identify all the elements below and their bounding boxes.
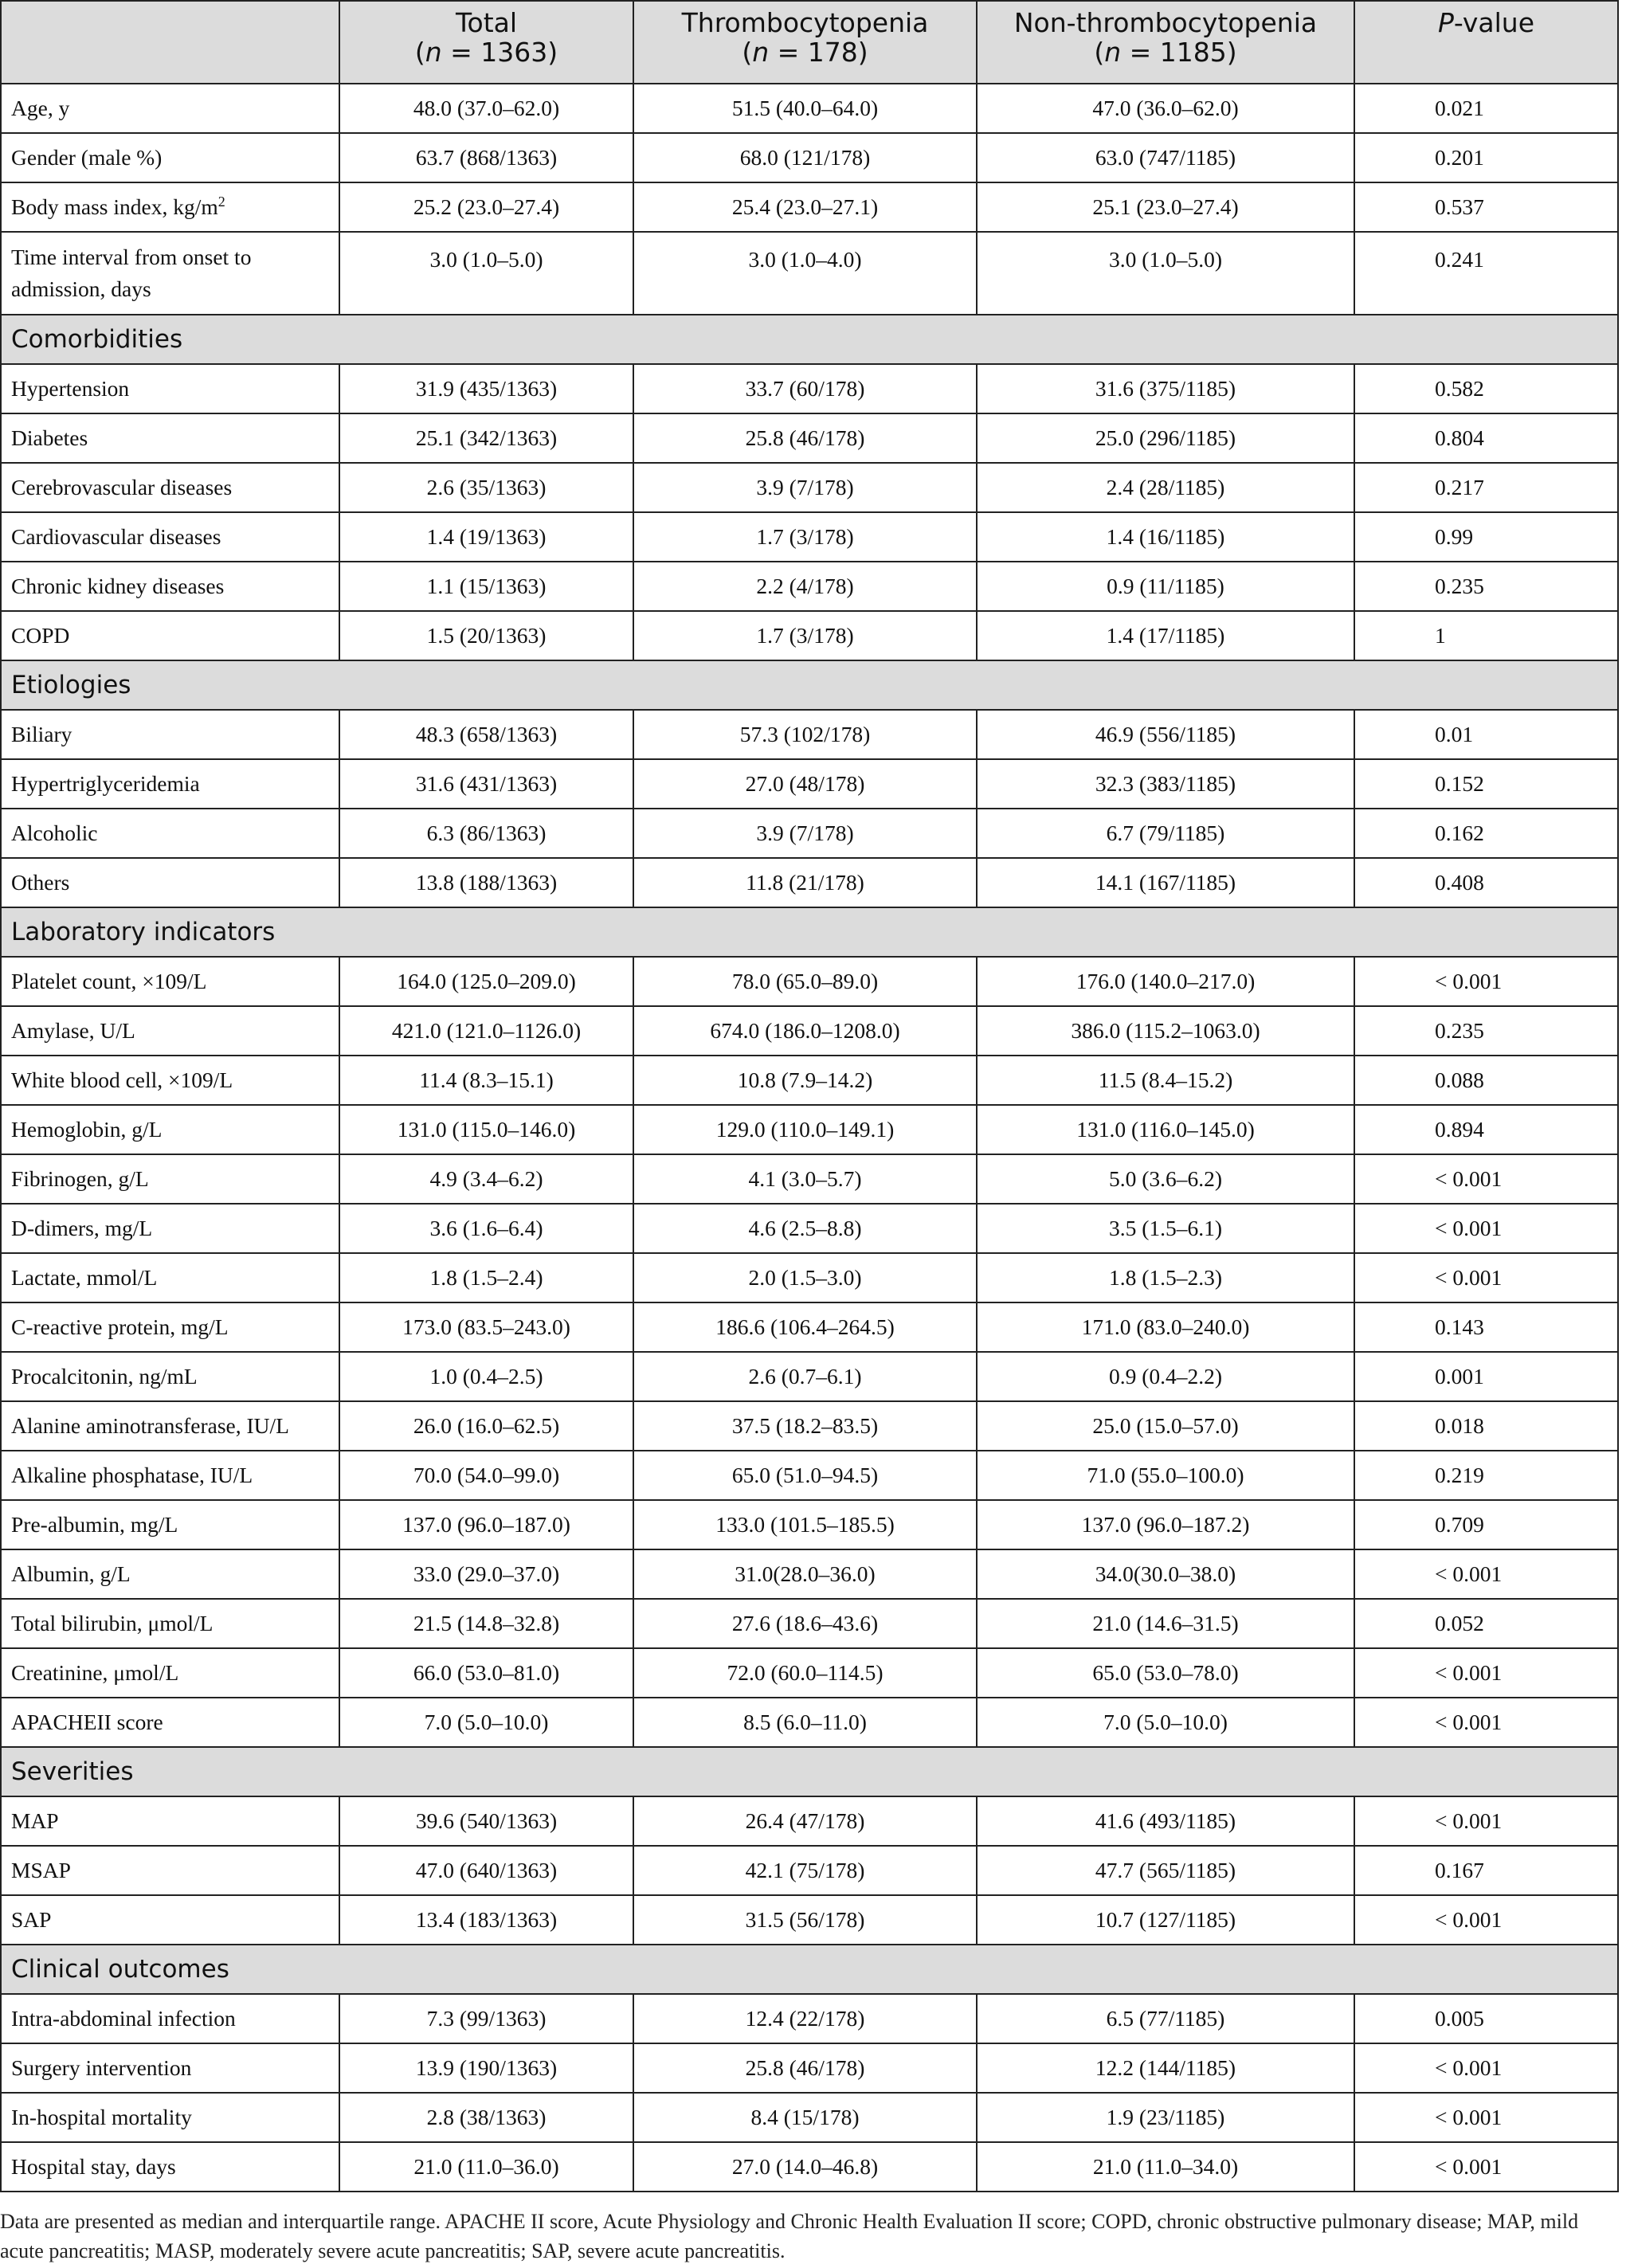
cell-thrombocytopenia: 31.5 (56/178) xyxy=(633,1895,977,1945)
row-label: Albumin, g/L xyxy=(1,1549,339,1599)
row-label: MAP xyxy=(1,1796,339,1846)
row-label: Lactate, mmol/L xyxy=(1,1253,339,1302)
cell-total: 1.5 (20/1363) xyxy=(339,611,633,660)
cell-thrombocytopenia: 129.0 (110.0–149.1) xyxy=(633,1105,977,1154)
row-label: APACHEII score xyxy=(1,1698,339,1747)
header-non-thrombocytopenia-n: (n = 1185) xyxy=(1094,37,1237,68)
cell-p-value: 0.537 xyxy=(1354,182,1618,232)
section-header-row xyxy=(1,1747,1618,1796)
row-label: Others xyxy=(1,858,339,907)
cell-p-value: 1 xyxy=(1354,611,1618,660)
cell-total: 3.0 (1.0–5.0) xyxy=(339,232,633,315)
row-label: C-reactive protein, mg/L xyxy=(1,1302,339,1352)
cell-thrombocytopenia: 27.0 (48/178) xyxy=(633,759,977,809)
cell-thrombocytopenia: 11.8 (21/178) xyxy=(633,858,977,907)
table-row xyxy=(1,1698,1618,1747)
cell-thrombocytopenia: 2.0 (1.5–3.0) xyxy=(633,1253,977,1302)
header-thrombocytopenia xyxy=(633,1,977,84)
cell-non-thrombocytopenia: 386.0 (115.2–1063.0) xyxy=(977,1006,1354,1056)
header-thrombocytopenia-n: (n = 178) xyxy=(742,37,868,68)
cell-p-value: 0.217 xyxy=(1354,463,1618,512)
cell-thrombocytopenia: 27.0 (14.0–46.8) xyxy=(633,2142,977,2192)
cell-thrombocytopenia: 8.4 (15/178) xyxy=(633,2093,977,2142)
table-row xyxy=(1,1549,1618,1599)
cell-p-value: 0.99 xyxy=(1354,512,1618,562)
cell-non-thrombocytopenia: 1.8 (1.5–2.3) xyxy=(977,1253,1354,1302)
row-label-text: Body mass index, kg/m xyxy=(11,194,218,219)
row-label: Hospital stay, days xyxy=(1,2142,339,2192)
table-row xyxy=(1,1796,1618,1846)
cell-non-thrombocytopenia: 2.4 (28/1185) xyxy=(977,463,1354,512)
cell-total: 26.0 (16.0–62.5) xyxy=(339,1401,633,1451)
cell-non-thrombocytopenia: 21.0 (14.6–31.5) xyxy=(977,1599,1354,1648)
row-label: Amylase, U/L xyxy=(1,1006,339,1056)
table-row xyxy=(1,1302,1618,1352)
cell-p-value: < 0.001 xyxy=(1354,957,1618,1006)
row-label: Procalcitonin, ng/mL xyxy=(1,1352,339,1401)
header-non-thrombocytopenia-label: Non-thrombocytopenia xyxy=(1013,7,1318,38)
cell-p-value: < 0.001 xyxy=(1354,1796,1618,1846)
cell-non-thrombocytopenia: 0.9 (0.4–2.2) xyxy=(977,1352,1354,1401)
cell-p-value: < 0.001 xyxy=(1354,1154,1618,1204)
cell-p-value: 0.582 xyxy=(1354,364,1618,413)
cell-non-thrombocytopenia: 25.0 (296/1185) xyxy=(977,413,1354,463)
cell-thrombocytopenia: 1.7 (3/178) xyxy=(633,611,977,660)
cell-p-value: 0.005 xyxy=(1354,1994,1618,2043)
cell-thrombocytopenia: 42.1 (75/178) xyxy=(633,1846,977,1895)
table-row xyxy=(1,710,1618,759)
table-row xyxy=(1,809,1618,858)
cell-non-thrombocytopenia: 3.0 (1.0–5.0) xyxy=(977,232,1354,315)
cell-non-thrombocytopenia: 6.5 (77/1185) xyxy=(977,1994,1354,2043)
cell-non-thrombocytopenia: 131.0 (116.0–145.0) xyxy=(977,1105,1354,1154)
table-row xyxy=(1,858,1618,907)
row-label: Intra-abdominal infection xyxy=(1,1994,339,2043)
row-label: COPD xyxy=(1,611,339,660)
cell-total: 33.0 (29.0–37.0) xyxy=(339,1549,633,1599)
table-row xyxy=(1,2093,1618,2142)
cell-non-thrombocytopenia: 3.5 (1.5–6.1) xyxy=(977,1204,1354,1253)
cell-p-value: 0.241 xyxy=(1354,232,1618,315)
cell-total: 47.0 (640/1363) xyxy=(339,1846,633,1895)
cell-p-value: 0.143 xyxy=(1354,1302,1618,1352)
cell-non-thrombocytopenia: 31.6 (375/1185) xyxy=(977,364,1354,413)
cell-non-thrombocytopenia: 21.0 (11.0–34.0) xyxy=(977,2142,1354,2192)
cell-non-thrombocytopenia: 176.0 (140.0–217.0) xyxy=(977,957,1354,1006)
table-row xyxy=(1,1451,1618,1500)
row-label: Biliary xyxy=(1,710,339,759)
cell-non-thrombocytopenia: 25.0 (15.0–57.0) xyxy=(977,1401,1354,1451)
row-label: Platelet count, ×109/L xyxy=(1,957,339,1006)
section-header-row xyxy=(1,660,1618,710)
row-label: Hemoglobin, g/L xyxy=(1,1105,339,1154)
header-thrombocytopenia-label: Thrombocytopenia xyxy=(681,7,929,38)
cell-non-thrombocytopenia: 0.9 (11/1185) xyxy=(977,562,1354,611)
cell-thrombocytopenia: 68.0 (121/178) xyxy=(633,133,977,182)
cell-total: 173.0 (83.5–243.0) xyxy=(339,1302,633,1352)
cell-total: 21.5 (14.8–32.8) xyxy=(339,1599,633,1648)
row-label: Alanine aminotransferase, IU/L xyxy=(1,1401,339,1451)
table-row xyxy=(1,512,1618,562)
cell-total: 4.9 (3.4–6.2) xyxy=(339,1154,633,1204)
cell-thrombocytopenia: 10.8 (7.9–14.2) xyxy=(633,1056,977,1105)
cell-total: 2.6 (35/1363) xyxy=(339,463,633,512)
table-row xyxy=(1,182,1618,232)
cell-thrombocytopenia: 3.0 (1.0–4.0) xyxy=(633,232,977,315)
table-row xyxy=(1,1599,1618,1648)
table-row xyxy=(1,1154,1618,1204)
table-footnote: Data are presented as median and interquartile range. APACHE II score, Acute Physiology and Chronic Health Evaluation II score; COPD, chronic obstructive pulmonary disease; MAP, mild acute pancreatitis; MASP, moderately severe acute pancreatitis; SAP, severe acute pancreatitis. xyxy=(0,2210,1579,2262)
cell-non-thrombocytopenia: 14.1 (167/1185) xyxy=(977,858,1354,907)
row-label: Pre-albumin, mg/L xyxy=(1,1500,339,1549)
cell-thrombocytopenia: 27.6 (18.6–43.6) xyxy=(633,1599,977,1648)
table-row xyxy=(1,1401,1618,1451)
cell-total: 63.7 (868/1363) xyxy=(339,133,633,182)
cell-total: 66.0 (53.0–81.0) xyxy=(339,1648,633,1698)
row-label: White blood cell, ×109/L xyxy=(1,1056,339,1105)
cell-p-value: 0.235 xyxy=(1354,1006,1618,1056)
cell-thrombocytopenia: 4.6 (2.5–8.8) xyxy=(633,1204,977,1253)
cell-thrombocytopenia: 25.8 (46/178) xyxy=(633,413,977,463)
cell-non-thrombocytopenia: 47.0 (36.0–62.0) xyxy=(977,84,1354,133)
table-row xyxy=(1,2043,1618,2093)
cell-total: 7.3 (99/1363) xyxy=(339,1994,633,2043)
cell-thrombocytopenia: 186.6 (106.4–264.5) xyxy=(633,1302,977,1352)
cell-total: 1.1 (15/1363) xyxy=(339,562,633,611)
cell-total: 13.4 (183/1363) xyxy=(339,1895,633,1945)
cell-total: 21.0 (11.0–36.0) xyxy=(339,2142,633,2192)
cell-thrombocytopenia: 3.9 (7/178) xyxy=(633,463,977,512)
cell-thrombocytopenia: 133.0 (101.5–185.5) xyxy=(633,1500,977,1549)
row-label-superscript: 2 xyxy=(217,193,225,210)
cell-non-thrombocytopenia: 63.0 (747/1185) xyxy=(977,133,1354,182)
row-label: Alkaline phosphatase, IU/L xyxy=(1,1451,339,1500)
cell-total: 48.3 (658/1363) xyxy=(339,710,633,759)
cell-non-thrombocytopenia: 1.4 (16/1185) xyxy=(977,512,1354,562)
cell-total: 3.6 (1.6–6.4) xyxy=(339,1204,633,1253)
cell-non-thrombocytopenia: 46.9 (556/1185) xyxy=(977,710,1354,759)
row-label: D-dimers, mg/L xyxy=(1,1204,339,1253)
cell-total: 421.0 (121.0–1126.0) xyxy=(339,1006,633,1056)
cell-non-thrombocytopenia: 47.7 (565/1185) xyxy=(977,1846,1354,1895)
cell-thrombocytopenia: 2.6 (0.7–6.1) xyxy=(633,1352,977,1401)
cell-p-value: 0.162 xyxy=(1354,809,1618,858)
cell-total: 31.6 (431/1363) xyxy=(339,759,633,809)
row-label: Hypertension xyxy=(1,364,339,413)
cell-total: 11.4 (8.3–15.1) xyxy=(339,1056,633,1105)
cell-thrombocytopenia: 1.7 (3/178) xyxy=(633,512,977,562)
cell-p-value: < 0.001 xyxy=(1354,1648,1618,1698)
section-header-row xyxy=(1,315,1618,364)
cell-non-thrombocytopenia: 1.9 (23/1185) xyxy=(977,2093,1354,2142)
cell-total: 70.0 (54.0–99.0) xyxy=(339,1451,633,1500)
cell-thrombocytopenia: 57.3 (102/178) xyxy=(633,710,977,759)
cell-thrombocytopenia: 37.5 (18.2–83.5) xyxy=(633,1401,977,1451)
cell-non-thrombocytopenia: 11.5 (8.4–15.2) xyxy=(977,1056,1354,1105)
cell-total: 25.1 (342/1363) xyxy=(339,413,633,463)
table-row xyxy=(1,1846,1618,1895)
row-label: Diabetes xyxy=(1,413,339,463)
cell-non-thrombocytopenia: 10.7 (127/1185) xyxy=(977,1895,1354,1945)
cell-thrombocytopenia: 65.0 (51.0–94.5) xyxy=(633,1451,977,1500)
table-row xyxy=(1,562,1618,611)
header-variable xyxy=(1,1,339,84)
cell-total: 1.4 (19/1363) xyxy=(339,512,633,562)
header-total xyxy=(339,1,633,84)
row-label: Alcoholic xyxy=(1,809,339,858)
row-label xyxy=(1,182,339,232)
cell-p-value: < 0.001 xyxy=(1354,2142,1618,2192)
table-row xyxy=(1,1994,1618,2043)
cell-p-value: < 0.001 xyxy=(1354,1698,1618,1747)
section-label: Etiologies xyxy=(1,660,1618,710)
cell-thrombocytopenia: 3.9 (7/178) xyxy=(633,809,977,858)
table-row xyxy=(1,133,1618,182)
cell-p-value: 0.219 xyxy=(1354,1451,1618,1500)
header-p-value: P-value xyxy=(1354,1,1618,84)
cell-non-thrombocytopenia: 34.0(30.0–38.0) xyxy=(977,1549,1354,1599)
section-header-row xyxy=(1,1945,1618,1994)
header-total-n: (n = 1363) xyxy=(414,37,558,68)
cell-non-thrombocytopenia: 71.0 (55.0–100.0) xyxy=(977,1451,1354,1500)
cell-thrombocytopenia: 33.7 (60/178) xyxy=(633,364,977,413)
table-row xyxy=(1,1056,1618,1105)
cell-thrombocytopenia: 72.0 (60.0–114.5) xyxy=(633,1648,977,1698)
cell-p-value: 0.894 xyxy=(1354,1105,1618,1154)
table-row xyxy=(1,1253,1618,1302)
cell-thrombocytopenia: 31.0(28.0–36.0) xyxy=(633,1549,977,1599)
cell-p-value: 0.804 xyxy=(1354,413,1618,463)
cell-total: 25.2 (23.0–27.4) xyxy=(339,182,633,232)
cell-p-value: 0.021 xyxy=(1354,84,1618,133)
row-label: Chronic kidney diseases xyxy=(1,562,339,611)
cell-p-value: 0.018 xyxy=(1354,1401,1618,1451)
row-label: Time interval from onset to admission, days xyxy=(1,232,339,315)
cell-total: 2.8 (38/1363) xyxy=(339,2093,633,2142)
cell-total: 31.9 (435/1363) xyxy=(339,364,633,413)
cell-non-thrombocytopenia: 6.7 (79/1185) xyxy=(977,809,1354,858)
cell-non-thrombocytopenia: 7.0 (5.0–10.0) xyxy=(977,1698,1354,1747)
cell-non-thrombocytopenia: 65.0 (53.0–78.0) xyxy=(977,1648,1354,1698)
cell-total: 137.0 (96.0–187.0) xyxy=(339,1500,633,1549)
cell-thrombocytopenia: 25.4 (23.0–27.1) xyxy=(633,182,977,232)
cell-thrombocytopenia: 26.4 (47/178) xyxy=(633,1796,977,1846)
cell-total: 13.8 (188/1363) xyxy=(339,858,633,907)
row-label: SAP xyxy=(1,1895,339,1945)
table-row xyxy=(1,84,1618,133)
section-label: Severities xyxy=(1,1747,1618,1796)
cell-p-value: 0.235 xyxy=(1354,562,1618,611)
row-label: Hypertriglyceridemia xyxy=(1,759,339,809)
row-label: Cardiovascular diseases xyxy=(1,512,339,562)
table-row xyxy=(1,413,1618,463)
section-label: Comorbidities xyxy=(1,315,1618,364)
table-row xyxy=(1,1204,1618,1253)
cell-total: 48.0 (37.0–62.0) xyxy=(339,84,633,133)
table-row xyxy=(1,759,1618,809)
cell-non-thrombocytopenia: 5.0 (3.6–6.2) xyxy=(977,1154,1354,1204)
cell-total: 1.0 (0.4–2.5) xyxy=(339,1352,633,1401)
table-row xyxy=(1,1105,1618,1154)
section-header-row xyxy=(1,907,1618,957)
cell-non-thrombocytopenia: 41.6 (493/1185) xyxy=(977,1796,1354,1846)
row-label: Gender (male %) xyxy=(1,133,339,182)
cell-p-value: < 0.001 xyxy=(1354,1253,1618,1302)
cell-non-thrombocytopenia: 25.1 (23.0–27.4) xyxy=(977,182,1354,232)
table-row xyxy=(1,463,1618,512)
row-label: In-hospital mortality xyxy=(1,2093,339,2142)
row-label: MSAP xyxy=(1,1846,339,1895)
cell-p-value: 0.152 xyxy=(1354,759,1618,809)
table-body xyxy=(1,84,1618,2192)
cell-p-value: 0.01 xyxy=(1354,710,1618,759)
cell-total: 131.0 (115.0–146.0) xyxy=(339,1105,633,1154)
cell-total: 6.3 (86/1363) xyxy=(339,809,633,858)
header-row xyxy=(1,1,1618,84)
row-label: Age, y xyxy=(1,84,339,133)
section-label: Laboratory indicators xyxy=(1,907,1618,957)
cell-non-thrombocytopenia: 1.4 (17/1185) xyxy=(977,611,1354,660)
row-label: Fibrinogen, g/L xyxy=(1,1154,339,1204)
cell-thrombocytopenia: 78.0 (65.0–89.0) xyxy=(633,957,977,1006)
cell-non-thrombocytopenia: 12.2 (144/1185) xyxy=(977,2043,1354,2093)
cell-thrombocytopenia: 4.1 (3.0–5.7) xyxy=(633,1154,977,1204)
header-non-thrombocytopenia xyxy=(977,1,1354,84)
cell-thrombocytopenia: 12.4 (22/178) xyxy=(633,1994,977,2043)
table-row xyxy=(1,2142,1618,2192)
cell-p-value: 0.709 xyxy=(1354,1500,1618,1549)
row-label: Surgery intervention xyxy=(1,2043,339,2093)
cell-non-thrombocytopenia: 137.0 (96.0–187.2) xyxy=(977,1500,1354,1549)
cell-total: 13.9 (190/1363) xyxy=(339,2043,633,2093)
row-label: Creatinine, μmol/L xyxy=(1,1648,339,1698)
cell-total: 164.0 (125.0–209.0) xyxy=(339,957,633,1006)
cell-thrombocytopenia: 674.0 (186.0–1208.0) xyxy=(633,1006,977,1056)
table-row xyxy=(1,1648,1618,1698)
row-label: Total bilirubin, μmol/L xyxy=(1,1599,339,1648)
header-total-label: Total xyxy=(455,7,518,38)
cell-total: 1.8 (1.5–2.4) xyxy=(339,1253,633,1302)
table-row xyxy=(1,364,1618,413)
row-label: Cerebrovascular diseases xyxy=(1,463,339,512)
cell-p-value: < 0.001 xyxy=(1354,2093,1618,2142)
cell-p-value: 0.001 xyxy=(1354,1352,1618,1401)
cell-non-thrombocytopenia: 171.0 (83.0–240.0) xyxy=(977,1302,1354,1352)
table-row xyxy=(1,1895,1618,1945)
cell-p-value: 0.167 xyxy=(1354,1846,1618,1895)
table-row xyxy=(1,1352,1618,1401)
table-row xyxy=(1,1500,1618,1549)
table-row xyxy=(1,611,1618,660)
cell-thrombocytopenia: 51.5 (40.0–64.0) xyxy=(633,84,977,133)
cell-p-value: < 0.001 xyxy=(1354,1549,1618,1599)
cell-non-thrombocytopenia: 32.3 (383/1185) xyxy=(977,759,1354,809)
section-label: Clinical outcomes xyxy=(1,1945,1618,1994)
cell-thrombocytopenia: 8.5 (6.0–11.0) xyxy=(633,1698,977,1747)
cell-p-value: 0.201 xyxy=(1354,133,1618,182)
table-row xyxy=(1,232,1618,315)
cell-p-value: 0.052 xyxy=(1354,1599,1618,1648)
cell-p-value: < 0.001 xyxy=(1354,2043,1618,2093)
cell-total: 39.6 (540/1363) xyxy=(339,1796,633,1846)
cell-total: 7.0 (5.0–10.0) xyxy=(339,1698,633,1747)
cell-thrombocytopenia: 25.8 (46/178) xyxy=(633,2043,977,2093)
cell-thrombocytopenia: 2.2 (4/178) xyxy=(633,562,977,611)
cell-p-value: < 0.001 xyxy=(1354,1895,1618,1945)
cell-p-value: < 0.001 xyxy=(1354,1204,1618,1253)
cell-p-value: 0.088 xyxy=(1354,1056,1618,1105)
cell-p-value: 0.408 xyxy=(1354,858,1618,907)
table-row xyxy=(1,1006,1618,1056)
table-row xyxy=(1,957,1618,1006)
